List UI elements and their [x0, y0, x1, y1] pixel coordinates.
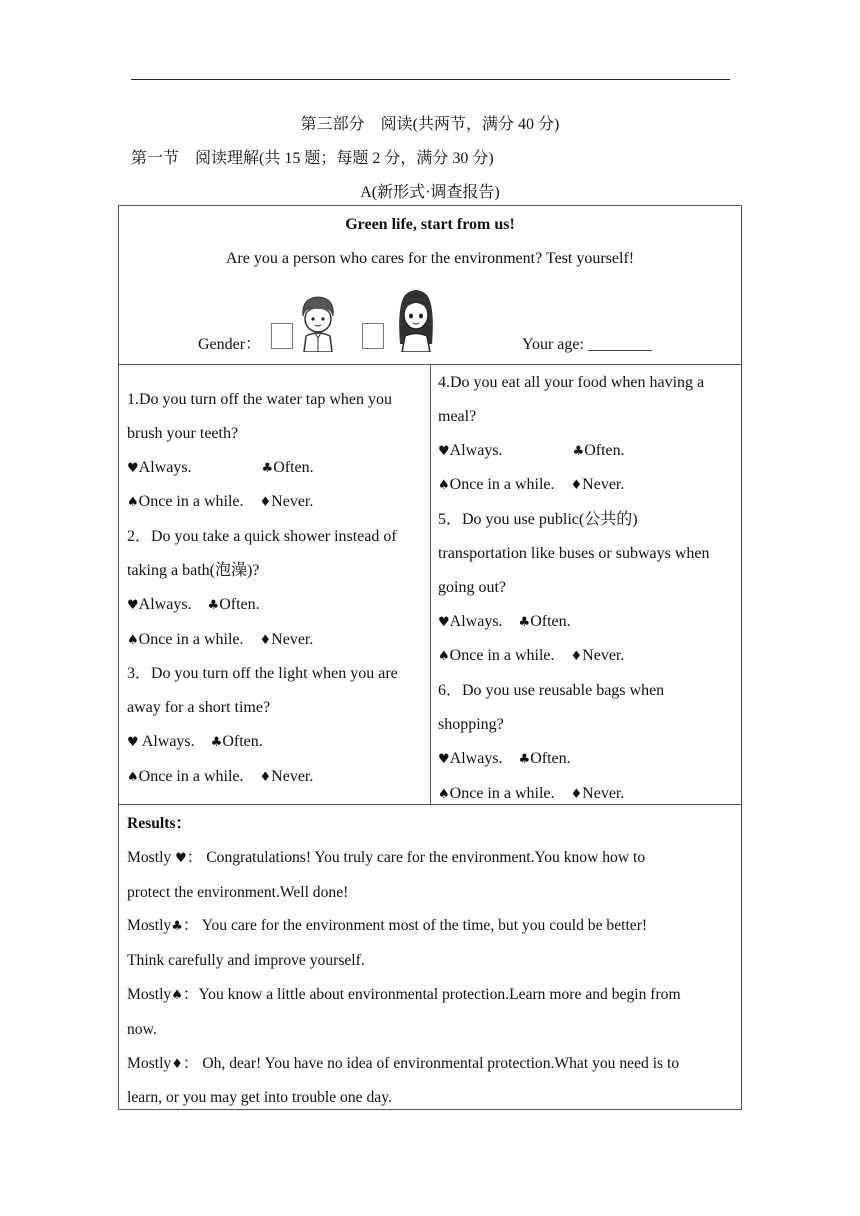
gender-female-checkbox[interactable]: [362, 323, 384, 349]
survey-subtitle: Are you a person who cares for the environment? Test yourself!: [225, 250, 635, 267]
q2-options-b: ♠Once in a while. ♦Never.: [127, 630, 314, 648]
q1-options-b: ♠Once in a while. ♦Never.: [127, 493, 314, 511]
q2-line2: taking a bath(泡澡)?: [127, 561, 260, 579]
section-title: 第一节 阅读理解(共 15 题；每题 2 分，满分 30 分): [131, 150, 494, 167]
q6-options-b: ♠Once in a while. ♦Never.: [438, 784, 625, 802]
q4-options-a: ♥Always. ♣Often.: [438, 441, 625, 459]
q3-options-a: ♥ Always. ♣Often.: [127, 732, 263, 750]
q5-options-b: ♠Once in a while. ♦Never.: [438, 647, 625, 665]
q6-line1: 6．Do you use reusable bags when: [438, 682, 665, 700]
result-club: Mostly♣： You care for the environment most of the time, but you could be better!: [127, 917, 648, 935]
q3-line2: away for a short time?: [127, 699, 271, 717]
gender-label: Gender：: [198, 336, 262, 353]
q3-options-b: ♠Once in a while. ♦Never.: [127, 767, 314, 785]
results-box: [118, 804, 742, 1110]
result-spade-cont: now.: [127, 1020, 157, 1038]
survey-title: Green life, start from us!: [345, 216, 515, 233]
result-spade: Mostly♠：You know a little about environmental protection.Learn more and begin from: [127, 985, 681, 1003]
gender-male-checkbox[interactable]: [271, 323, 293, 349]
passage-title: A(新形式·调查报告): [360, 184, 500, 201]
q4-line1: 4.Do you eat all your food when having a: [438, 374, 705, 391]
q1-options-a: ♥Always. ♣Often.: [127, 458, 314, 476]
q2-options-a: ♥Always. ♣Often.: [127, 595, 260, 613]
q2-line1: 2．Do you take a quick shower instead of: [127, 528, 397, 546]
result-club-cont: Think carefully and improve yourself.: [127, 952, 365, 970]
results-label: Results：: [127, 815, 192, 832]
survey-header-box: [118, 205, 742, 365]
results-text: [127, 807, 681, 1115]
questions-right-column: [438, 366, 710, 811]
result-diamond: Mostly♦： Oh, dear! You have no idea of environmental protection.What you need is to: [127, 1054, 680, 1072]
boy-cartoon-icon: [296, 292, 340, 352]
q1-line1: 1.Do you turn off the water tap when you: [127, 391, 392, 408]
q4-line2: meal?: [438, 407, 477, 425]
girl-cartoon-icon: [395, 286, 437, 352]
q5-options-a: ♥Always. ♣Often.: [438, 612, 571, 630]
q6-line2: shopping?: [438, 715, 504, 733]
q3-line1: 3．Do you turn off the light when you are: [127, 665, 398, 683]
result-heart-cont: protect the environment.Well done!: [127, 883, 349, 901]
q5-line1: 5．Do you use public(公共的): [438, 511, 638, 529]
result-diamond-cont: learn, or you may get into trouble one day.: [127, 1089, 392, 1107]
q1-line2: brush your teeth?: [127, 424, 239, 442]
q5-line2: transportation like buses or subways when: [438, 544, 710, 562]
part-title: 第三部分 阅读(共两节，满分 40 分): [300, 116, 560, 133]
column-divider: [430, 365, 431, 804]
questions-box: [118, 364, 742, 805]
q4-options-b: ♠Once in a while. ♦Never.: [438, 476, 625, 494]
age-label: Your age: ________: [522, 336, 652, 353]
q6-options-a: ♥Always. ♣Often.: [438, 749, 571, 767]
q5-line3: going out?: [438, 578, 506, 596]
top-rule: [131, 79, 730, 80]
questions-left-column: [127, 383, 398, 795]
result-heart: Mostly ♥： Congratulations! You truly care for the environment.You know how to: [127, 848, 646, 866]
